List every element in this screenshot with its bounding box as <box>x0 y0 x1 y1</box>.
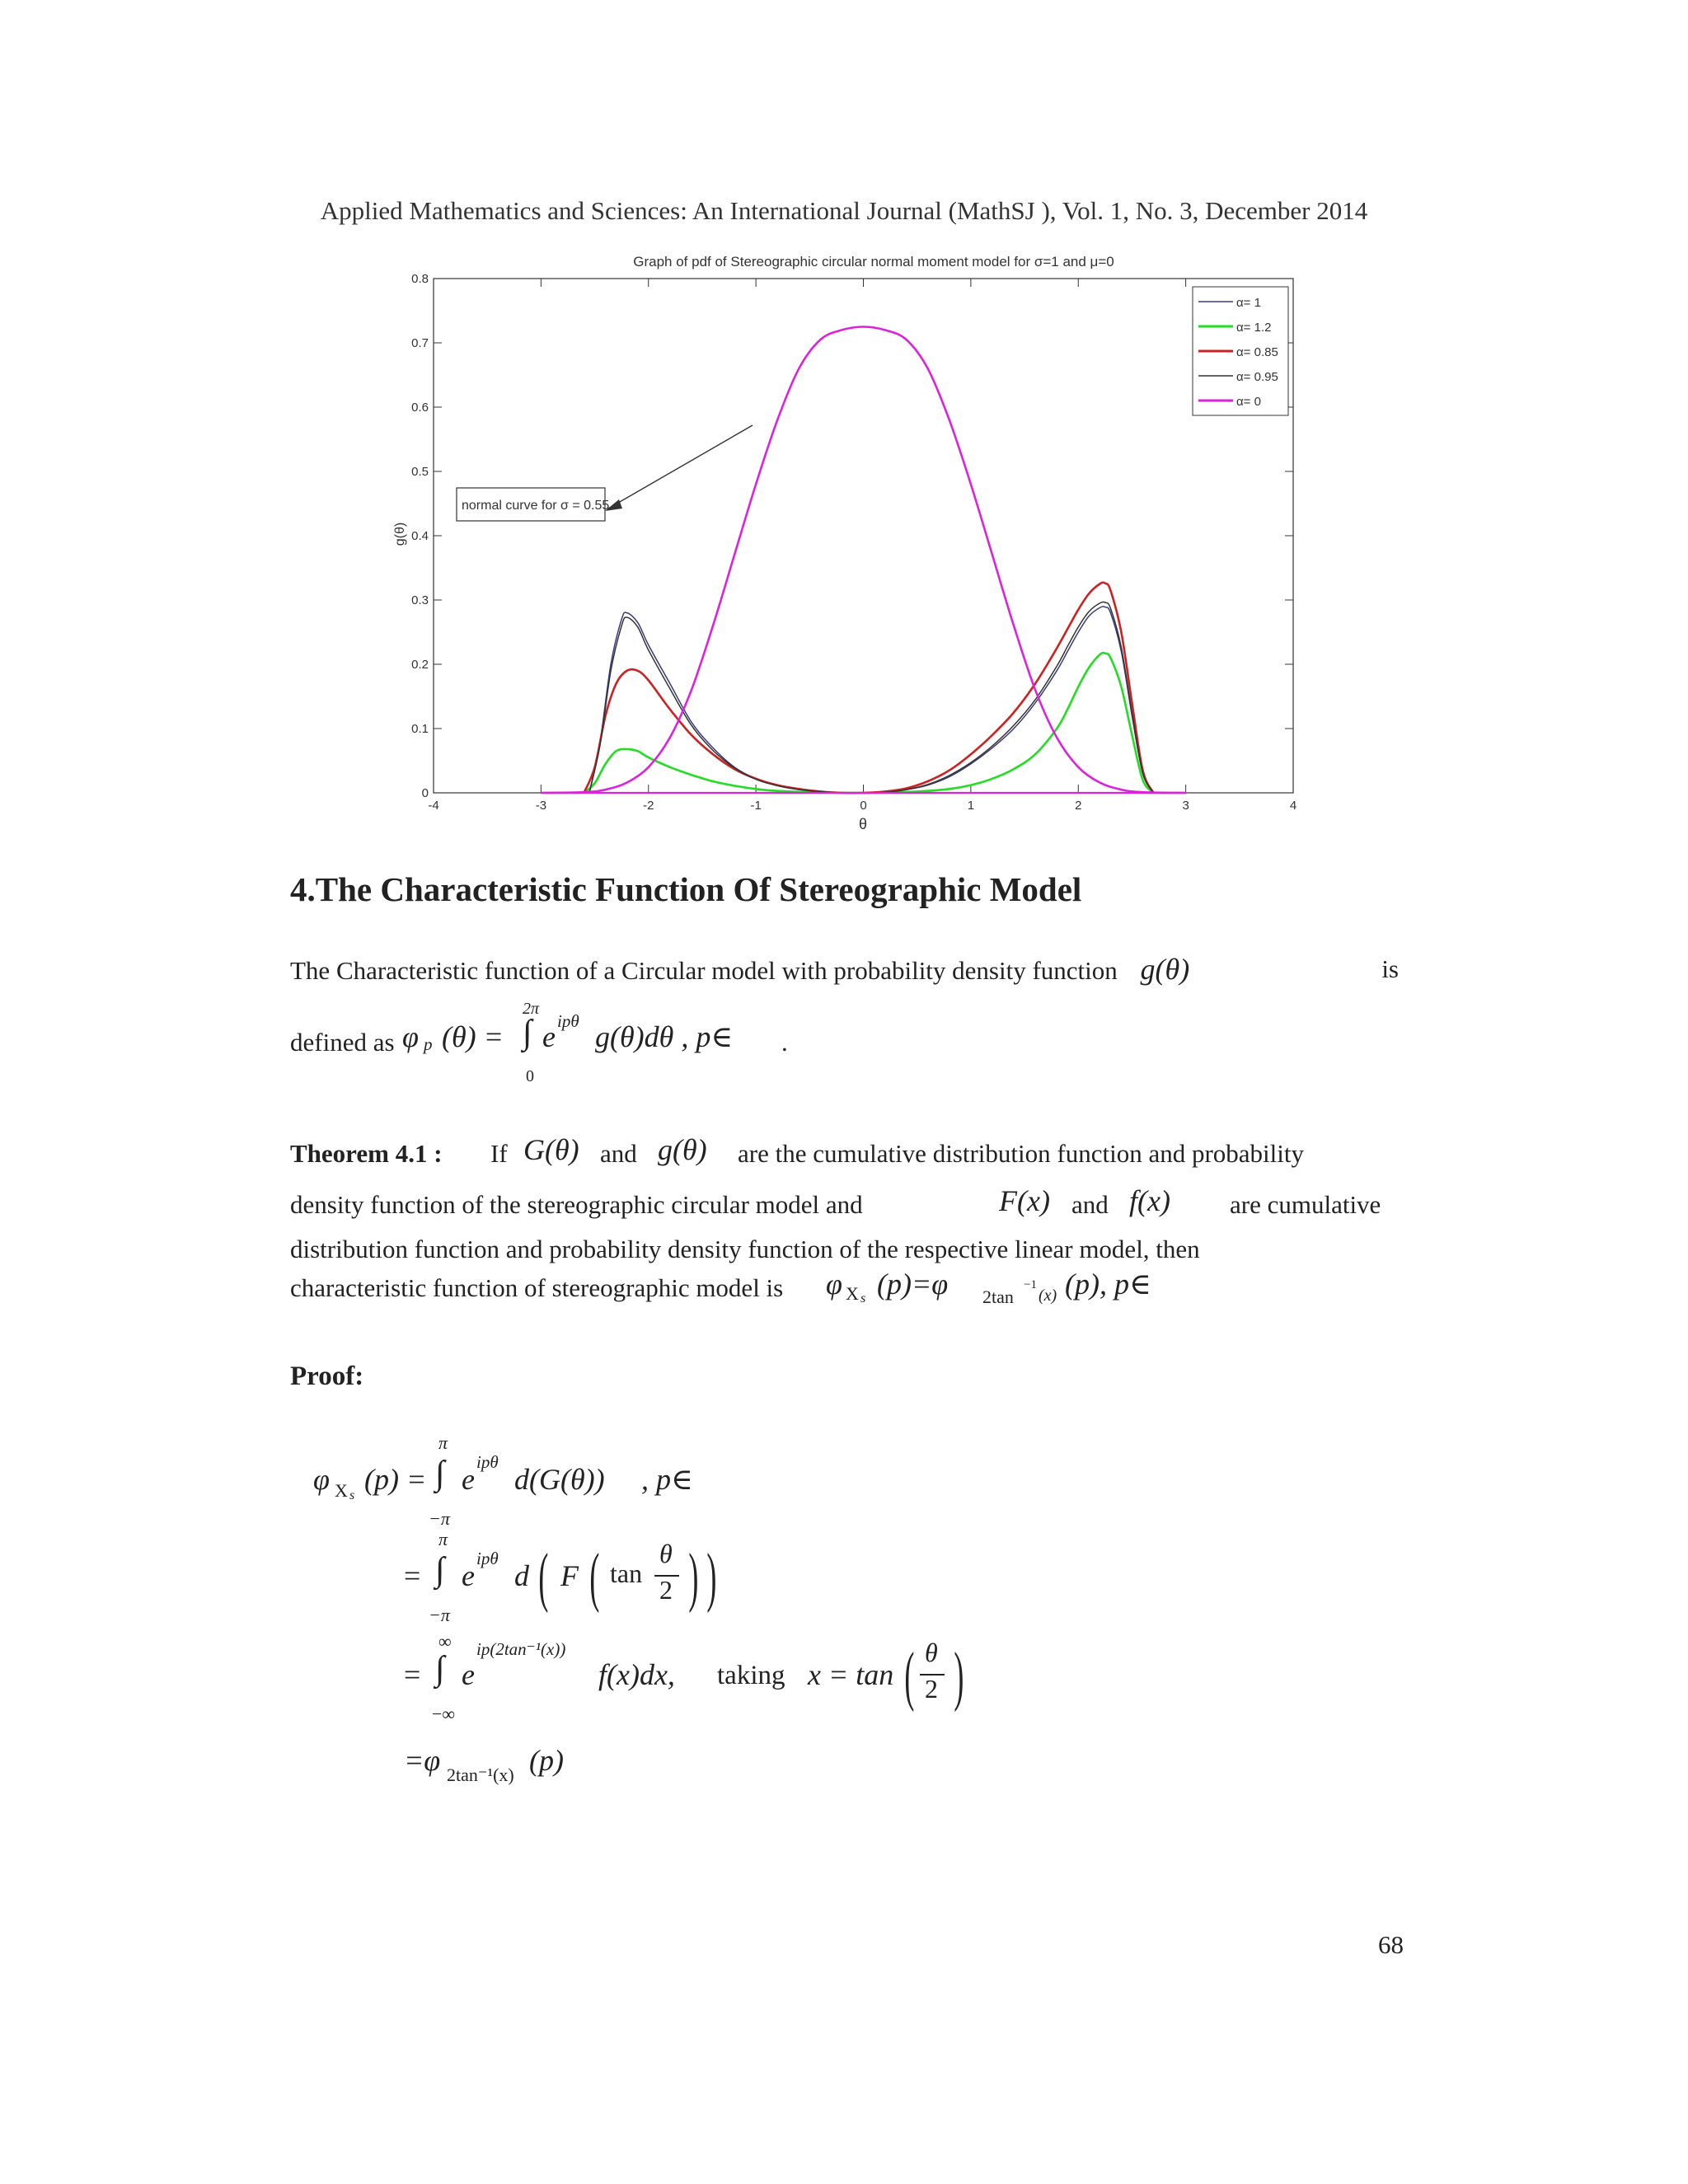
proof-l1-sub: X <box>335 1480 348 1501</box>
legend-label-2: α= 0.85 <box>1236 345 1278 359</box>
proof-l1-int-lower: −π <box>429 1508 450 1529</box>
proof-l3-paren-close: ) <box>954 1640 964 1713</box>
y-tick-label: 0.6 <box>411 401 429 415</box>
legend-label-1: α= 1.2 <box>1236 321 1272 335</box>
x-tick-label: -1 <box>750 799 762 813</box>
pdf-chart <box>387 272 1335 849</box>
proof-l2-int-upper: π <box>438 1529 448 1549</box>
chart-title: Graph of pdf of Stereographic circular normal moment model for σ=1 and μ=0 <box>633 254 1114 269</box>
x-tick-label: 2 <box>1075 799 1082 813</box>
plot-frame <box>434 279 1293 793</box>
theorem-text-and2: and <box>1071 1190 1109 1219</box>
proof-l2-paren-open2: ( <box>589 1541 600 1614</box>
proof-l2-eq: = <box>404 1559 421 1592</box>
theorem-label: Theorem 4.1 : <box>290 1139 443 1168</box>
theorem-phi-subsub: s <box>860 1291 866 1305</box>
x-tick-label: 1 <box>967 799 975 813</box>
para1-int-lower: 0 <box>526 1067 534 1085</box>
para1-theta-eq: (θ) = <box>442 1020 504 1053</box>
theorem-text-are-cumulative: are cumulative <box>1230 1190 1381 1219</box>
y-tick-label: 0.5 <box>411 465 429 479</box>
theorem-phi2-sub: 2tan <box>982 1286 1014 1307</box>
proof-l3-int-lower: −∞ <box>432 1704 456 1724</box>
proof-l3-e-sup: ip(2tan⁻¹(x)) <box>476 1639 566 1659</box>
proof-l3-int: ∫ <box>435 1650 445 1688</box>
proof-line4 <box>313 1727 1055 1793</box>
annotation-text: normal curve for σ = 0.55 <box>462 499 610 513</box>
x-tick-label: 0 <box>860 799 867 813</box>
x-tick-label: -2 <box>643 799 654 813</box>
y-tick-label: 0.8 <box>411 272 429 286</box>
proof-l3-eq: = <box>404 1658 421 1691</box>
legend-label-3: α= 0.95 <box>1236 370 1278 384</box>
proof-l2-d: d <box>514 1559 529 1592</box>
x-tick-label: 4 <box>1289 799 1297 813</box>
theorem-phi2-sub2: (x) <box>1039 1286 1057 1305</box>
proof-l1-e-sup: ipθ <box>476 1452 499 1472</box>
theorem-line2 <box>290 1180 1399 1230</box>
proof-l3-fx-dx: f(x)dx, <box>598 1658 675 1691</box>
para1-int-sign: ∫ <box>523 1014 532 1052</box>
proof-l2-e-sup: ipθ <box>476 1549 499 1568</box>
theorem-text-char-fn: characteristic function of stereographic model is <box>290 1273 784 1302</box>
x-tick-label: -3 <box>535 799 547 813</box>
proof-line2 <box>313 1529 1055 1628</box>
proof-label: Proof: <box>290 1361 364 1391</box>
proof-l2-num: θ <box>659 1539 673 1568</box>
proof-l2-F: F <box>560 1559 579 1592</box>
para1-text-defined-as: defined as <box>290 1028 395 1057</box>
proof-l3-int-upper: ∞ <box>438 1631 452 1652</box>
proof-l3-x-eq-tan: x = tan <box>808 1658 894 1691</box>
para1-phi-sub: p <box>424 1034 433 1054</box>
x-tick-label: 3 <box>1182 799 1189 813</box>
para1-e-sup: ipθ <box>557 1011 579 1031</box>
proof-l2-paren-open: ( <box>538 1541 549 1614</box>
proof-l2-den: 2 <box>659 1575 673 1605</box>
journal-header: Applied Mathematics and Sciences: An International Journal (MathSJ ), Vol. 1, No. 3, December 2014 <box>320 196 1368 225</box>
y-tick-label: 0 <box>421 786 429 800</box>
proof-l2-tan: tan <box>610 1558 643 1588</box>
proof-l2-paren-close2: ) <box>688 1541 699 1614</box>
theorem-text-density: density function of the stereographic circular model and <box>290 1190 863 1219</box>
proof-l1-p-in: , p∈ <box>641 1463 693 1496</box>
proof-line1 <box>313 1432 1055 1531</box>
y-axis-label: g(θ) <box>393 522 407 546</box>
para1-g-dtheta: g(θ)dθ , p∈ <box>595 1020 733 1053</box>
theorem-text-are: are the cumulative distribution function and probability <box>738 1139 1304 1168</box>
section-title: 4.The Characteristic Function Of Stereographic Model <box>290 870 1082 908</box>
theorem-line4 <box>290 1265 1399 1323</box>
theorem-text-and: and <box>600 1139 637 1168</box>
theorem-p-in: (p), p∈ <box>1065 1268 1151 1301</box>
proof-l1-p-eq: (p) = <box>364 1463 427 1496</box>
y-tick-label: 0.2 <box>411 658 429 672</box>
proof-l4-eq-phi: =φ <box>404 1744 441 1777</box>
x-tick-label: -4 <box>428 799 439 813</box>
theorem-math-g: g(θ) <box>658 1133 707 1166</box>
x-axis-label: θ <box>858 816 868 832</box>
para1-math-g-theta: g(θ) <box>1140 953 1190 986</box>
proof-l3-taking: taking <box>717 1661 785 1690</box>
proof-l1-subsub: s <box>349 1488 355 1502</box>
proof-l1-e: e <box>462 1463 475 1496</box>
theorem-phi: φ <box>826 1268 842 1301</box>
theorem-line1 <box>290 1129 1399 1179</box>
proof-line3 <box>313 1628 1055 1727</box>
y-tick-labels <box>411 272 429 800</box>
y-tick-label: 0.1 <box>411 722 429 736</box>
page-number: 68 <box>1378 1930 1404 1959</box>
proof-l1-int-upper: π <box>438 1432 448 1453</box>
y-tick-label: 0.3 <box>411 593 429 607</box>
proof-l3-den: 2 <box>925 1674 938 1704</box>
y-tick-label: 0.4 <box>411 529 429 543</box>
proof-l4-sub: 2tan⁻¹(x) <box>447 1765 514 1785</box>
proof-l1-int: ∫ <box>435 1455 445 1493</box>
theorem-math-F: F(x) <box>999 1184 1050 1217</box>
legend-label-4: α= 0 <box>1236 395 1261 409</box>
proof-l2-paren-close: ) <box>706 1541 717 1614</box>
theorem-line3: distribution function and probability density function of the respective linear model, then <box>290 1235 1200 1263</box>
theorem-phi2-sup: −1 <box>1024 1278 1037 1291</box>
proof-l2-e: e <box>462 1559 475 1592</box>
theorem-math-G: G(θ) <box>523 1133 579 1166</box>
theorem-text-if: If <box>490 1139 508 1168</box>
theorem-p-eq-phi: (p)=φ <box>877 1268 949 1301</box>
proof-l3-paren-open: ( <box>904 1640 915 1713</box>
x-tick-labels <box>428 799 1296 813</box>
para1-text-is: is <box>1381 954 1399 983</box>
para1-int-upper: 2π <box>523 1000 540 1018</box>
proof-l3-e: e <box>462 1658 475 1691</box>
para1-phi: φ <box>402 1020 419 1053</box>
theorem-phi-sub: X <box>846 1283 859 1304</box>
proof-l4-p: (p) <box>529 1744 564 1777</box>
para1-period: . <box>781 1028 788 1057</box>
paragraph-definition-line2 <box>290 1000 1399 1099</box>
legend-label-0: α= 1 <box>1236 296 1261 310</box>
theorem-math-f: f(x) <box>1129 1184 1170 1217</box>
proof-l3-num: θ <box>925 1638 938 1667</box>
paragraph-definition-line1 <box>290 948 1399 992</box>
proof-l2-int: ∫ <box>435 1551 445 1589</box>
proof-l1-dG: d(G(θ)) <box>514 1463 605 1496</box>
proof-l2-int-lower: −π <box>429 1605 450 1625</box>
para1-text-a: The Characteristic function of a Circular model with probability density function <box>290 956 1118 985</box>
proof-l1-phi: φ <box>313 1463 330 1496</box>
y-tick-label: 0.7 <box>411 336 429 350</box>
para1-e: e <box>542 1020 556 1053</box>
